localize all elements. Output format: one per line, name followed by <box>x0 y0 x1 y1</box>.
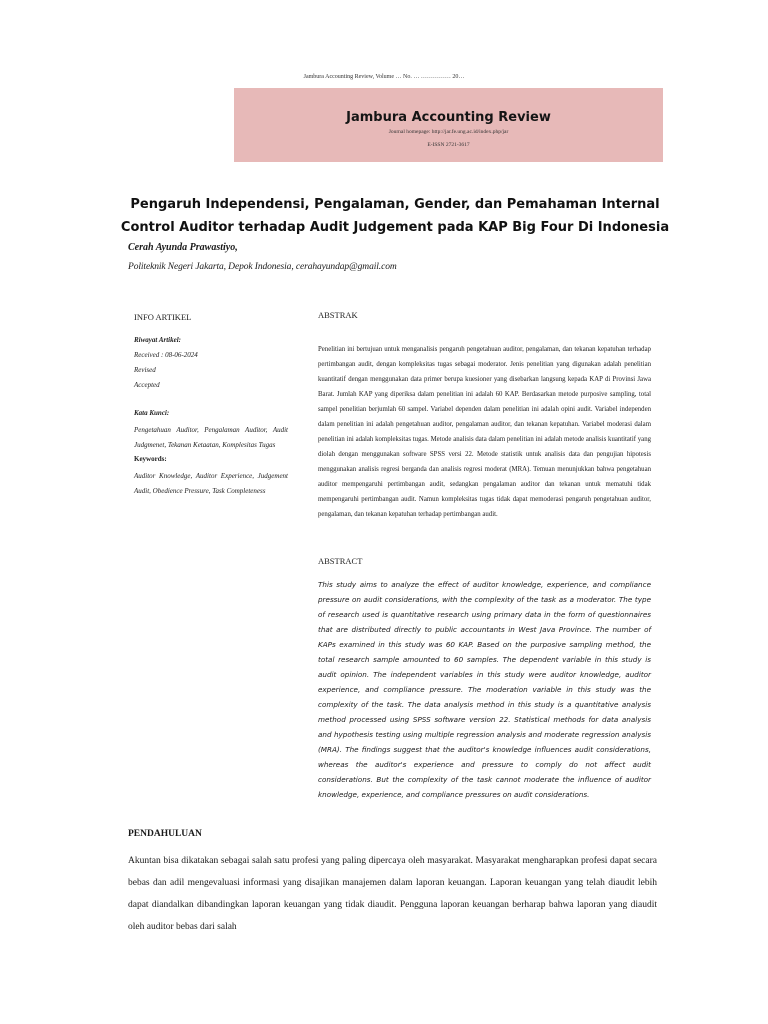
journal-title: Jambura Accounting Review <box>346 110 551 125</box>
abstrak-heading: ABSTRAK <box>318 310 358 320</box>
received-date: Received : 08-06-2024 <box>134 351 198 359</box>
abstract-text: This study aims to analyze the effect of auditor knowledge, experience, and compliance pressure on audit considerations, with the complexity of the task as a moderator. The type of research used is quantitative research using primary data in the form of questionnaires that are distributed directly to public accountants in West Java Province. The number of KAPs examined in this study was 60 KAP. Based on the purposive sampling method, the total research sample amounted to 60 samples. The dependent variable in this study is audit opinion. The independent variables in this study were auditor knowledge, auditor experience, and compliance pressure. The moderation variable in this study was the complexity of the task. The data analysis method in this study is a quantitative analysis method processed using SPSS software version 22. Statistical methods for data analysis and hypothesis testing using multiple regression analysis and moderate regression analysis (MRA). The findings suggest that the auditor's knowledge influences audit considerations, whereas the auditor's experience and pressure to comply do not affect audit considerations. But the complexity of the task cannot moderate the influence of auditor knowledge, experience, and compliance pressures on audit considerations. <box>318 580 651 799</box>
author-name: Cerah Ayunda Prawastiyo, <box>128 242 238 253</box>
paper-title-line-2: Control Auditor terhadap Audit Judgement pada KAP Big Four Di Indonesia <box>120 220 670 235</box>
journal-issn: E-ISSN 2721-3617 <box>427 142 470 148</box>
revised-label: Revised <box>134 366 156 374</box>
abstrak-text: Penelitian ini bertujuan untuk menganalisis pengaruh pengetahuan auditor, pengalaman, dan tekanan kepatuhan terhadap pertimbangan audit, dengan kompleksitas tugas sebagai moderator. Jenis penelitian yang digunakan adalah penelitian kuantitatif dengan menggunakan data primer berupa kuesioner yang disebarkan langsung kepada KAP di Provinsi Jawa Barat. Jumlah KAP yang diperiksa dalam penelitian ini adalah 60 KAP. Berdasarkan metode purposive sampling, total sampel penelitian berjumlah 60 sampel. Variabel dependen dalam penelitian ini adalah opini audit. Variabel independen dalam penelitian ini adalah pengetahuan auditor, pengalaman auditor, dan tekanan kepatuhan. Variabel moderasi dalam penelitian ini adalah kompleksitas tugas. Metode analisis data dalam penelitian ini adalah metode analisis kuantitatif yang diolah dengan menggunakan software SPSS versi 22. Metode statistik untuk analisis data dan pengujian hipotesis menggunakan analisis regresi berganda dan analisis regresi moderat (MRA). Temuan menunjukkan bahwa pengetahuan auditor mempengaruhi pertimbangan audit, sedangkan pengalaman auditor dan tekanan untuk mematuhi tidak mempengaruhi pertimbangan audit. Namun kompleksitas tugas tidak dapat memoderasi pengaruh pengetahuan auditor, pengalaman, dan tekanan kepatuhan terhadap pertimbangan audit. <box>318 346 651 518</box>
journal-banner <box>234 88 663 162</box>
abstract-heading: ABSTRACT <box>318 556 363 566</box>
intro-paragraph: Akuntan bisa dikatakan sebagai salah satu profesi yang paling dipercaya oleh masyarakat. Masyarakat mengharapkan profesi dapat secara bebas dan adil mengevaluasi informasi yang disajikan manajemen dalam laporan keuangan. Laporan keuangan yang telah diaudit lebih dapat diandalkan dibandingkan laporan keuangan yang tidak diaudit. Pengguna laporan keuangan berharap bahwa laporan yang diaudit oleh auditor bebas dari salah <box>128 856 657 932</box>
info-heading: INFO ARTIKEL <box>134 312 192 322</box>
kata-kunci-label: Kata Kunci: <box>134 409 170 417</box>
journal-homepage: Journal homepage: http://jar.fe.ung.ac.id/index.php/jar <box>388 129 509 135</box>
section-heading: PENDAHULUAN <box>128 829 202 839</box>
author-affiliation: Politeknik Negeri Jakarta, Depok Indonesia, cerahayundap@gmail.com <box>128 262 397 272</box>
accepted-label: Accepted <box>134 381 160 389</box>
history-label: Riwayat Artikel: <box>134 336 181 344</box>
paper-title <box>100 193 690 239</box>
paper-title-line-1: Pengaruh Independensi, Pengalaman, Gender, dan Pemahaman Internal <box>130 197 660 212</box>
keywords-list: Auditor Knowledge, Auditor Experience, Judgement Audit, Obedience Pressure, Task Completeness <box>134 472 288 495</box>
kata-kunci-list: Pengetahuan Auditor, Pengalaman Auditor, Audit Judgmenet, Tekanan Ketaatan, Komplesitas Tugas <box>134 426 288 449</box>
keywords-label: Keywords: <box>134 455 167 463</box>
running-header: Jambura Accounting Review, Volume … No. … …………… 20… <box>303 74 465 80</box>
